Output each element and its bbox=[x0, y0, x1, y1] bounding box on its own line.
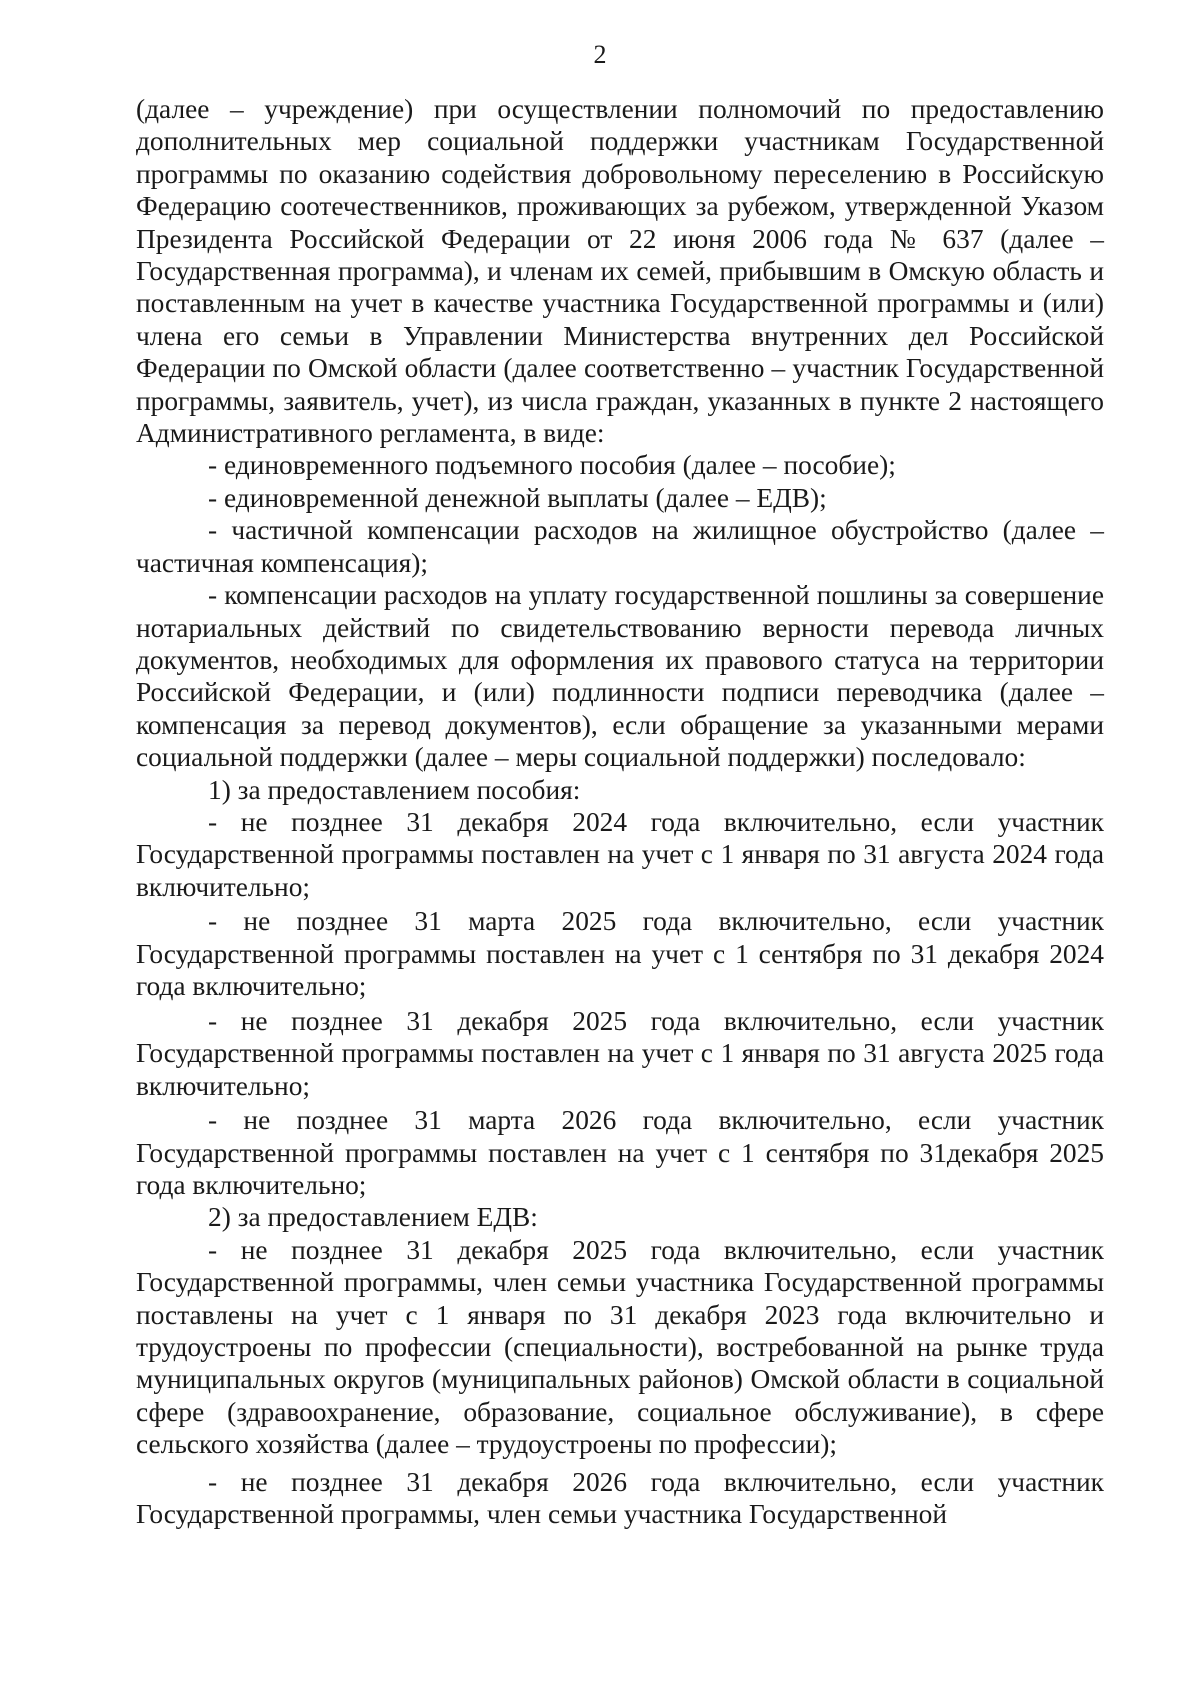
list-item-partial-compensation: - частичной компенсации расходов на жилищное обустройство (далее – частичная компенсация); bbox=[136, 515, 1104, 578]
deadline-item: - не позднее 31 марта 2026 года включительно, если участник Государственной программы поставлен на учет с 1 сентября по 31декабря 2025 года включительно; bbox=[136, 1105, 1104, 1200]
page-number: 2 bbox=[593, 40, 607, 69]
document-body bbox=[136, 93, 1104, 1530]
list-item-edv: - единовременной денежной выплаты (далее – ЕДВ); bbox=[208, 482, 827, 513]
deadline-item: - не позднее 31 декабря 2024 года включительно, если участник Государственной программы поставлен на учет с 1 января по 31 августа 2024 года включительно; bbox=[136, 806, 1104, 902]
subsection-2-heading: 2) за предоставлением ЕДВ: bbox=[208, 1202, 538, 1233]
deadline-item: - не позднее 31 декабря 2026 года включительно, если участник Государственной программы, член семьи участника Государственной bbox=[136, 1466, 1104, 1530]
intro-paragraph: (далее – учреждение) при осуществлении полномочий по предоставлению дополнительных мер социальной поддержки участникам Государственной программы по оказанию содействия добровольному переселению в Российскую Федерацию соотечественников, проживающих за рубежом, утвержденной Указом Президента Российской Федерации от 22 июня 2006 года № 637 (далее – Государственная программа), и членам их семей, прибывшим в Омскую область и поставленным на учет в качестве участника Государственной программы и (или) члена его семьи в Управлении Министерства внутренних дел Российской Федерации по Омской области (далее соответственно – участник Государственной программы, заявитель, учет), из числа граждан, указанных в пункте 2 настоящего Административного регламента, в виде: bbox=[136, 94, 1104, 449]
deadline-item: - не позднее 31 декабря 2025 года включительно, если участник Государственной программы поставлен на учет с 1 января по 31 августа 2025 года включительно; bbox=[136, 1005, 1104, 1101]
deadline-item: - не позднее 31 марта 2025 года включительно, если участник Государственной программы поставлен на учет с 1 сентября по 31 декабря 2024 года включительно; bbox=[136, 906, 1104, 1002]
list-item-allowance: - единовременного подъемного пособия (далее – пособие); bbox=[208, 450, 896, 481]
subsection-1-heading: 1) за предоставлением пособия: bbox=[208, 774, 581, 805]
list-item-translation-compensation: - компенсации расходов на уплату государственной пошлины за совершение нотариальных действий по свидетельствованию верности перевода личных документов, необходимых для оформления их правового статуса на территории Российской Федерации, и (или) подлинности подписи переводчика (далее – компенсация за перевод документов), если обращение за указанными мерами социальной поддержки (далее – меры социальной поддержки) последовало: bbox=[136, 580, 1104, 773]
deadline-item: - не позднее 31 декабря 2025 года включительно, если участник Государственной программы, член семьи участника Государственной программы поставлены на учет с 1 января по 31 декабря 2023 года включительно и трудоустроены по профессии (специальности), востребованной на рынке труда муниципальных округов (муниципальных районов) Омской области в социальной сфере (здравоохранение, образование, социальное обслуживание), в сфере сельского хозяйства (далее – трудоустроены по профессии); bbox=[136, 1234, 1104, 1460]
